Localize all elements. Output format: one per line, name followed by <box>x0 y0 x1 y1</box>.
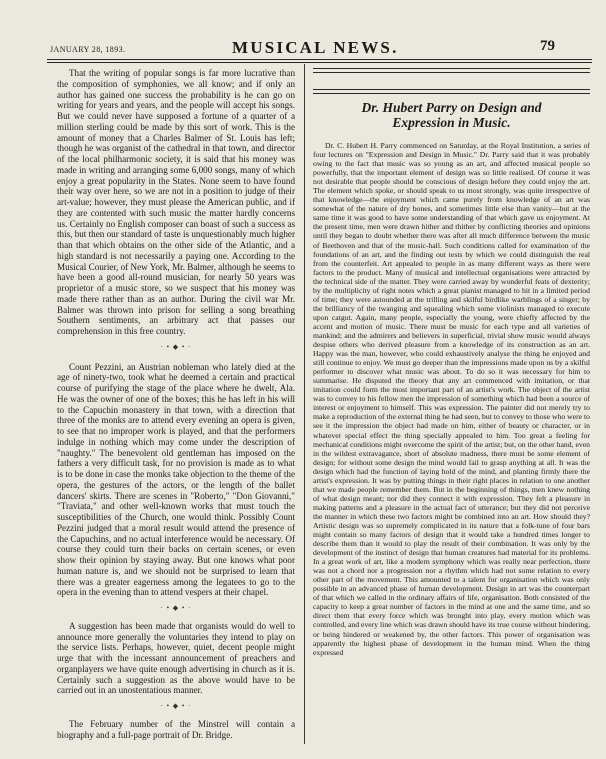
article-title-line-1: Dr. Hubert Parry on Design and <box>361 100 542 115</box>
issue-date: JANUARY 28, 1893. <box>50 45 126 54</box>
paragraph-minstrel: The February number of the Minstrel will contain a biography and a full-page portrait of Dr. Bridge. <box>57 718 295 740</box>
paragraph-balmer: That the writing of popular songs is far more lucrative than the composition of symphonies, we all know; and if only an author has gained one success the probability is he can go on writing for years and years, and the people will accept his songs. But we could never have supposed a fortune of a quarter of a million sterling could be made by this sort of work. This is the amount of money that a Charles Balmer of St. Louis has left; though he was organist of the cathedral in that town, and director of the local philharmonic society, it is said that his money was made in writing and arranging some 6,000 songs, many of which enjoy a great popularity in the States. None seem to have found their way over here, so we are not in a position to judge of their art-value; however, they must please the American public, and if they are contented with such music the matter hardly concerns us. Certainly no English composer can boast of such a success as this, but then our standard of taste is unquestionably much higher than that which obtains on the other side of the Atlantic, and a high standard is not necessarily a paying one. According to the Musical Courier, of New York, Mr. Balmer, although he seems to have been a good all-round musician, for nearly 50 years was proprietor of a music store, so we suspect that his money was made there rather than as an author. During the civil war Mr. Balmer was thrown into prison for selling a song breathing Southern sentiments, an arbitrary act that passes our comprehension in this free country. <box>57 68 295 336</box>
separator-ornament: · • ◆ • · <box>160 702 192 710</box>
article-title <box>313 100 590 130</box>
header-rule-thin <box>47 62 592 63</box>
separator-ornament: · • ◆ • · <box>160 604 192 612</box>
paragraph-organists: A suggestion has been made that organists would do well to announce more generally the voluntaries they intend to play on the service lists. Perhaps, however, quiet, decent people might urge that with the incessant announcement of preachers and organplayers we have quite enough advertising in church as it is. Certainly such a suggestion as the above would have to be carried out in an unostentatious manner. <box>57 620 295 696</box>
article-head-frame <box>313 68 590 94</box>
paragraph-pezzini: Count Pezzini, an Austrian nobleman who lately died at the age of ninety-two, took what he deemed a certain and practical course of purifying the stage of the place where he dwelt, Ala. He was the owner of one of the boxes; this he has left in his will to the Capuchin monastery in that town, with a direction that three of the monks are to attend every evening an opera is given, to see that no improper work is played, and that the performers indulge in nothing which may come under the description of "naughty." The benevolent old gentleman has imposed on the fathers a very difficult task, for no provision is made as to what is to be done in case the monks take objection to the theme of the opera, the gestures of the actors, or the length of the ballet dancers' skirts. There are scenes in "Roberto," "Don Giovanni," "Traviata," and other well-known works that must touch the susceptibilities of the Church, one would think. Possibly Count Pezzini judged that a moral result would attend the presence of the Capuchins, and no actual interference would be necessary. Of course they could turn their backs on certain scenes, or even show their opinion by staying away. But one knows what poor human nature is, and we should not be surprised to learn that there was a greater eagerness among the legatees to go to the opera in the evening than to attend vespers at their chapel. <box>57 361 295 598</box>
masthead-title: MUSICAL NEWS. <box>232 38 399 57</box>
article-body <box>313 141 590 657</box>
separator-ornament: · • ◆ • · <box>160 342 192 351</box>
article-title-line-2: Expression in Music. <box>392 115 511 130</box>
page-number: 79 <box>540 38 555 54</box>
header-rule <box>47 59 592 60</box>
article-paragraph: Dr. C. Hubert H. Parry commenced on Saturday, at the Royal Institution, a series of four lectures on "Expression and Design in Music." Dr. Parry said that it was probably owing to the fact that music was so young as an art, and affected musical people so powerfully, that the important element of design was so little realised. Of course it was not desirable that people should be conscious of design before they could enjoy the art. The element which spoke, or should speak to us most strongly, was quite irrespective of that knowledge—the enjoyment which came purely from knowledge of an art was somewhat of the nature of dry bones, and sometimes little else than vanity—but at the same time it was good to have some understanding of that which gave us enjoyment. At the present time, men were drawn hither and thither by conflicting theories and opinions until they began to doubt whether there was after all much difference between the music of Beethoven and that of the music-hall. Such conditions called for examination of the foundations of an art, and the finding out tests by which we could distinguish the real from the counterfeit. Art appealed to people in as many different ways as there were factors to the product. Many of musical and intellectual organisations were attracted by the technical side of the matter. They were carried away by wonderful feats of dexterity; by the multiplicity of right notes which a great pianist managed to hit in a limited period of time; they were astounded at the trilling and skilful birdlike warblings of a singer; by the brilliancy of the twanging and squealing which some violinists managed to execute upon catgut. Again, many people, especially the young, were chiefly affected by the accent and motion of music. There must be music for each type and all varieties of mankind; and the admirers and believers in superficial, trivial show music would always despise others who derived pleasure from a knowledge of its construction as an art. Happy was the man, however, who could exhaustively analyse the thing he enjoyed and still continue to enjoy. We must go deeper than the impressions made upon us by a skilful performer to discover what music was about. To do so it was necessary for him to summarise. He disputed the theory that any art commenced with imitation, or that imitation could form the most important part of an artist's work. The object of the artist was to convey to his fellow men the impression of something which had been a source of interest or enjoyment to himself. This was expression. The painter did not merely try to make a reproduction of the external thing he had seen, but to convey to those who were to see it the impression the object had made on him, either of beauty or character, or in whatever special effect the thing specially appealed to him. Too great a feeling for mechanical conditions might overcome the spirit of the artist; but, on the other hand, even in the wildest extravagance, short of absolute madness, there must be some element of design; for without some design the mind would fail to grasp anything at all. It was the design which had the function of laying hold of the mind, and planting firmly there the artist's expression. It was by putting things in their right places in relation to one another that we made people remember them. But in the beginning of things, men knew nothing of what design meant; nor did they connect it with expression. They felt a pleasure in making patterns and a pleasure in the actual fact of utterance; but they did not perceive the manner in which these two factors might be combined into an art. How should they? Artistic design was so supremely complicated in its nature that a folk-tune of four bars might contain so many factors of design that it would take a hundred times longer to describe them than it would to play the result of their combination. It was only by the development of the instinct of design that human creatures had material for its problems. In a great work of art, like a modern symphony which was really near perfection, there was not a chord nor a progression nor a rhythm which had not some relation to every other part of the movement. This amounted to a talent for organisation which was only possible in an advanced phase of human development. Design in art was the counterpart of that which we called in the ordinary affairs of life, organisation. Both consisted of the capacity to keep a great number of factors in the mind at one and the same time, and so direct them that every force which was brought into play, every motion which was controlled, and every line which was drawn should have its true course without hindering, or being hindered or weakened by, the other factors. This power of organisation was apparently the highest phase of development in the human mind. When the thing expressed <box>313 141 590 657</box>
left-column <box>57 68 295 745</box>
right-column <box>313 68 590 657</box>
column-divider <box>304 64 305 744</box>
